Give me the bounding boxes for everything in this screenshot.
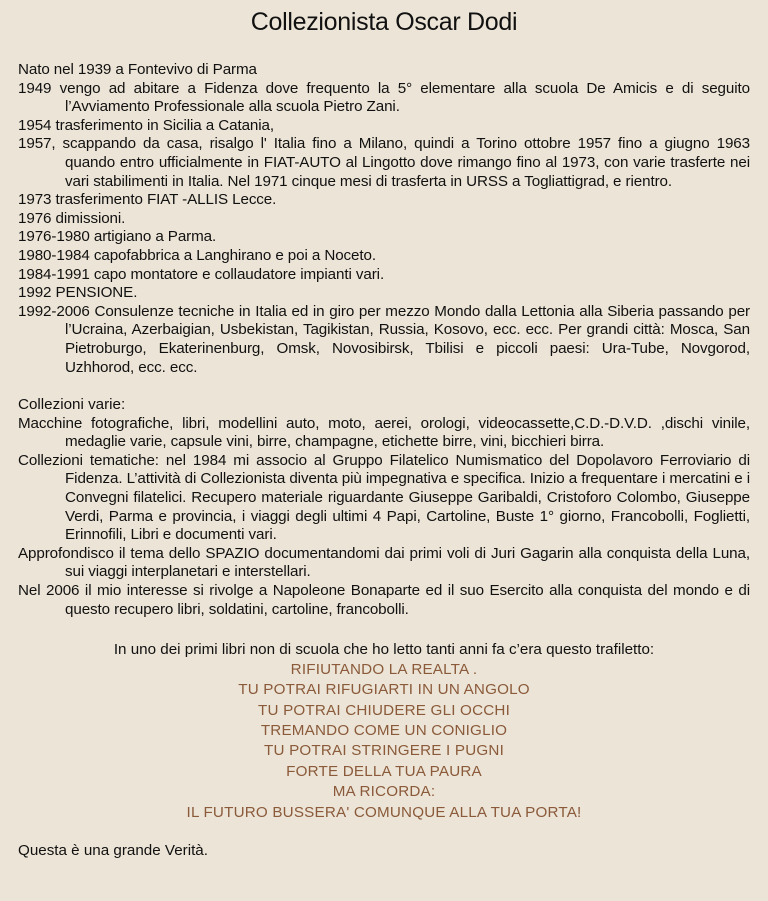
biography-entry: 1949 vengo ad abitare a Fidenza dove frequento la 5° elementare alla scuola De Amicis e di seguito l’Avviamento Professionale alla scuola Pietro Zani. <box>18 79 750 116</box>
document-title: Collezionista Oscar Dodi <box>250 8 518 36</box>
closing-statement: Questa è una grande Verità. <box>18 842 208 860</box>
biography-entry: 1954 trasferimento in Sicilia a Catania, <box>18 116 275 134</box>
biography-entry: 1973 trasferimento FIAT -ALLIS Lecce. <box>18 191 277 209</box>
biography-entry: Nato nel 1939 a Fontevivo di Parma <box>18 61 257 78</box>
poem-line: FORTE DELLA TUA PAURA <box>286 762 482 780</box>
poem-line: RIFIUTANDO LA REALTA . <box>290 660 478 678</box>
collection-entry: Nel 2006 il mio interesse si rivolge a Napoleone Bonaparte ed il suo Esercito alla conquista del mondo e di questo recupero libri, soldatini, cartoline, francobolli. <box>18 582 750 618</box>
collection-entry: Approfondisco il tema dello SPAZIO documentandomi dai primi voli di Juri Gagarin alla conquista della Luna, sui viaggi interplanetari e interstellari. <box>18 544 750 581</box>
biography-entry: 1980-1984 capofabbrica a Langhirano e poi a Noceto. <box>18 246 376 264</box>
quote-intro: In uno dei primi libri non di scuola che ho letto tanti anni fa c’era questo trafiletto: <box>113 641 655 659</box>
poem-line: TU POTRAI RIFUGIARTI IN UN ANGOLO <box>238 681 530 699</box>
biography-entry: 1957, scappando da casa, risalgo l' Italia fino a Milano, quindi a Torino ottobre 1957 fino a giugno 1963 quando entro ufficialmente in FIAT-AUTO al Lingotto dove rimango fino al 1973, con varie trasferte nei vari stabilimenti in Italia. Nel 1971 cinque mesi di trasferta in URSS a Togliattigrad, e rientro. <box>18 135 750 190</box>
poem-line: TU POTRAI CHIUDERE GLI OCCHI <box>258 701 510 719</box>
poem-line: IL FUTURO BUSSERA' COMUNQUE ALLA TUA PORTA! <box>186 803 582 821</box>
collections-heading: Collezioni varie: <box>18 396 126 414</box>
poem-block <box>18 660 750 823</box>
poem-line: MA RICORDA: <box>332 783 436 801</box>
poem-line: TU POTRAI STRINGERE I PUGNI <box>264 742 504 760</box>
biography-entry: 1984-1991 capo montatore e collaudatore impianti vari. <box>18 265 385 283</box>
collection-entry: Collezioni tematiche: nel 1984 mi associo al Gruppo Filatelico Numismatico del Dopolavoro Ferroviario di Fidenza. L’attività di Collezionista diventa più impegnativa e specifica. Inizio a frequentare i mercatini e i Convegni filatelici. Recupero materiale riguardante Giuseppe Garibaldi, Cristoforo Colombo, Giuseppe Verdi, Parma e provincia, i viaggi degli ultimi 4 Papi, Cartoline, Buste 1° giorno, Francobolli, Foglietti, Erinnofili, Libri e documenti vari. <box>18 451 750 544</box>
biography-list <box>18 61 750 377</box>
collections-list <box>18 415 750 620</box>
collection-entry: Macchine fotografiche, libri, modellini auto, moto, aerei, orologi, videocassette,C.D.-D.V.D. ,dischi vinile, medaglie varie, capsule vini, birre, champagne, etichette birre, vini, bicchieri birra. <box>18 414 750 451</box>
biography-entry: 1976 dimissioni. <box>18 209 126 227</box>
poem-line: TREMANDO COME UN CONIGLIO <box>260 722 508 740</box>
biography-entry: 1992 PENSIONE. <box>18 284 138 302</box>
biography-entry: 1976-1980 artigiano a Parma. <box>18 228 217 246</box>
biography-entry: 1992-2006 Consulenze tecniche in Italia ed in giro per mezzo Mondo dalla Lettonia alla Siberia passando per l’Ucraina, Azerbaigian, Usbekistan, Tagikistan, Russia, Kosovo, ecc. ecc. Per grandi città: Mosca, San Pietroburgo, Ekaterinenburg, Omsk, Novosibirsk, Tbilisi e piccoli paesi: Ura-Tube, Novgorod, Uzhhorod, ecc. ecc. <box>18 302 750 376</box>
